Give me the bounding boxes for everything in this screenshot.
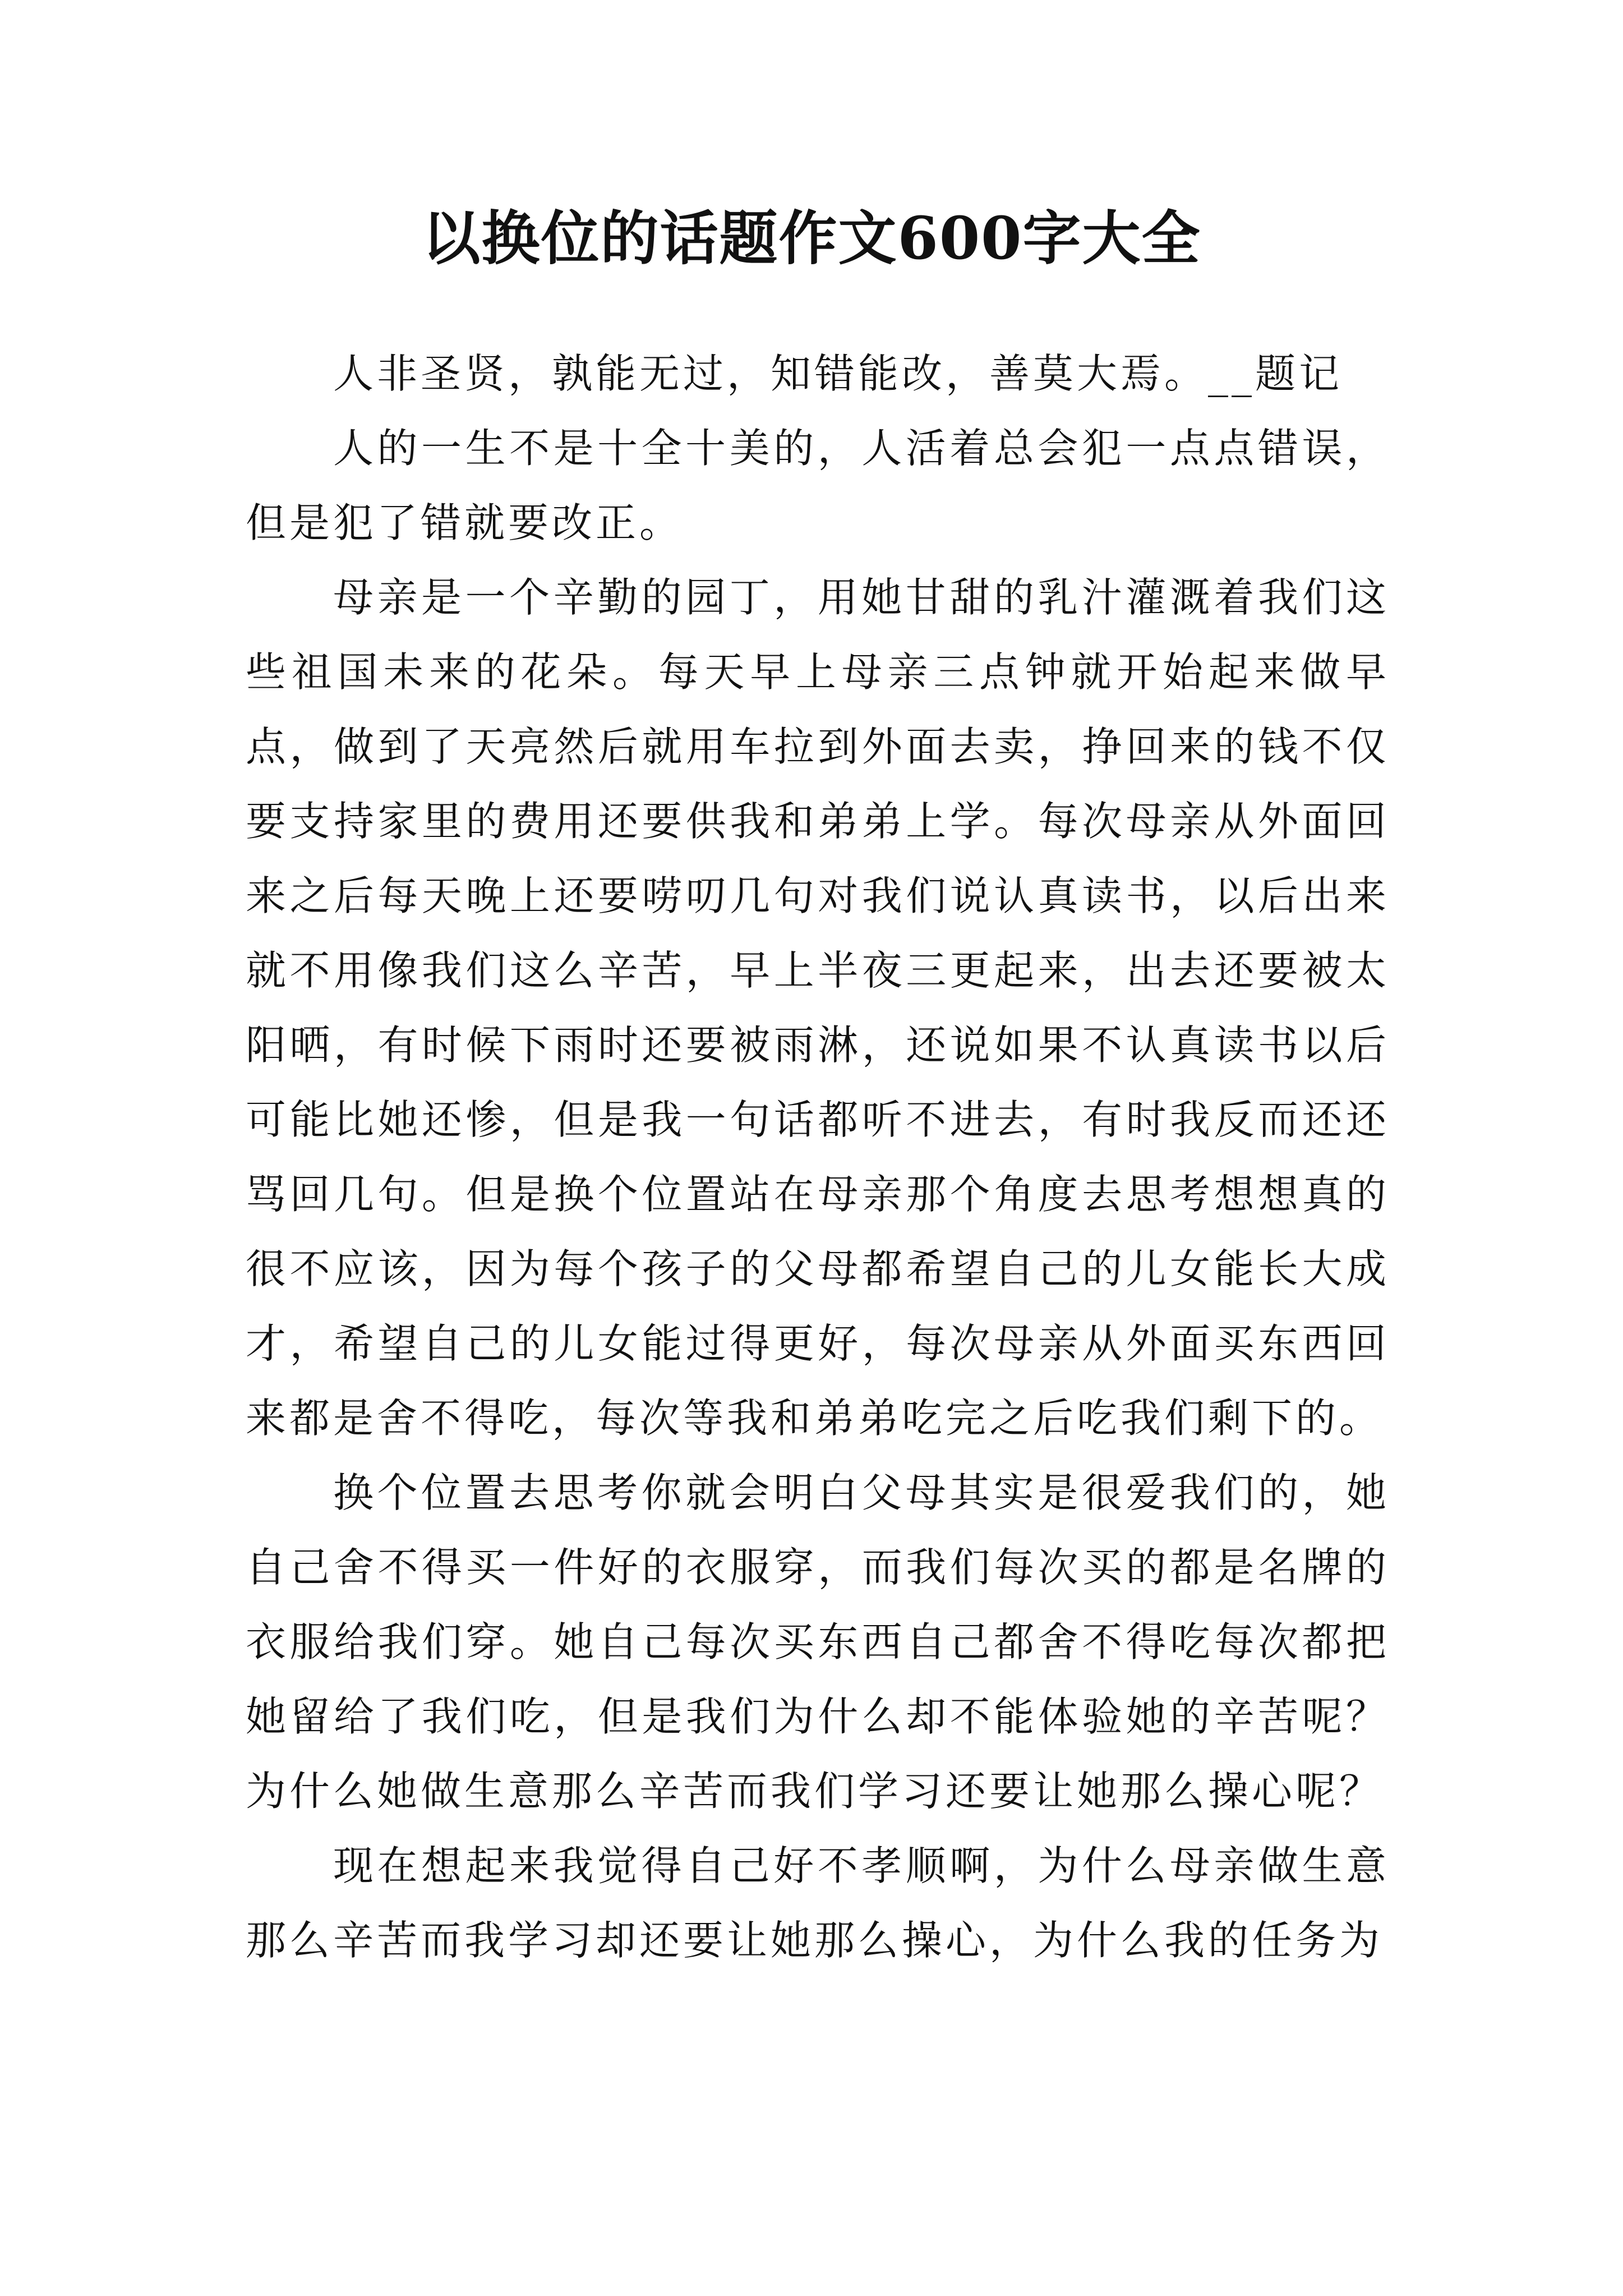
paragraph-mother: 母亲是一个辛勤的园丁，用她甘甜的乳汁灌溉着我们这些祖国未来的花朵。每天早上母亲三点钟就开始起来做早点，做到了天亮然后就用车拉到外面去卖，挣回来的钱不仅要支持家里的费用还要供我和弟弟上学。每次母亲从外面回来之后每天晚上还要唠叨几句对我们说认真读书，以后出来就不用像我们这么辛苦，早上半夜三更起来，出去还要被太阳晒，有时候下雨时还要被雨淋，还说如果不认真读书以后可能比她还惨，但是我一句话都听不进去，有时我反而还还骂回几句。但是换个位置站在母亲那个角度去思考想想真的很不应该，因为每个孩子的父母都希望自己的儿女能长大成才，希望自己的儿女能过得更好，每次母亲从外面买东西回来都是舍不得吃，每次等我和弟弟吃完之后吃我们剩下的。 — [246, 574, 1390, 1442]
document-title: 以换位的话题作文600字大全 — [422, 204, 1201, 273]
paragraph-epigraph: 人非圣贤，孰能无过，知错能改，善莫大焉。__题记 — [333, 350, 1343, 397]
paragraph-intro: 人的一生不是十全十美的，人活着总会犯一点点错误，但是犯了错就要改正。 — [246, 425, 1390, 546]
document-body — [246, 337, 1390, 1978]
paragraph-perspective: 换个位置去思考你就会明白父母其实是很爱我们的，她自己舍不得买一件好的衣服穿，而我们每次买的都是名牌的衣服给我们穿。她自己每次买东西自己都舍不得吃每次都把她留给了我们吃，但是我们为什么却不能体验她的辛苦呢？为什么她做生意那么辛苦而我们学习还要让她那么操心呢？ — [246, 1469, 1390, 1815]
paragraph-reflection: 现在想起来我觉得自己好不孝顺啊，为什么母亲做生意那么辛苦而我学习却还要让她那么操心，为什么我的任务为 — [246, 1842, 1390, 1964]
